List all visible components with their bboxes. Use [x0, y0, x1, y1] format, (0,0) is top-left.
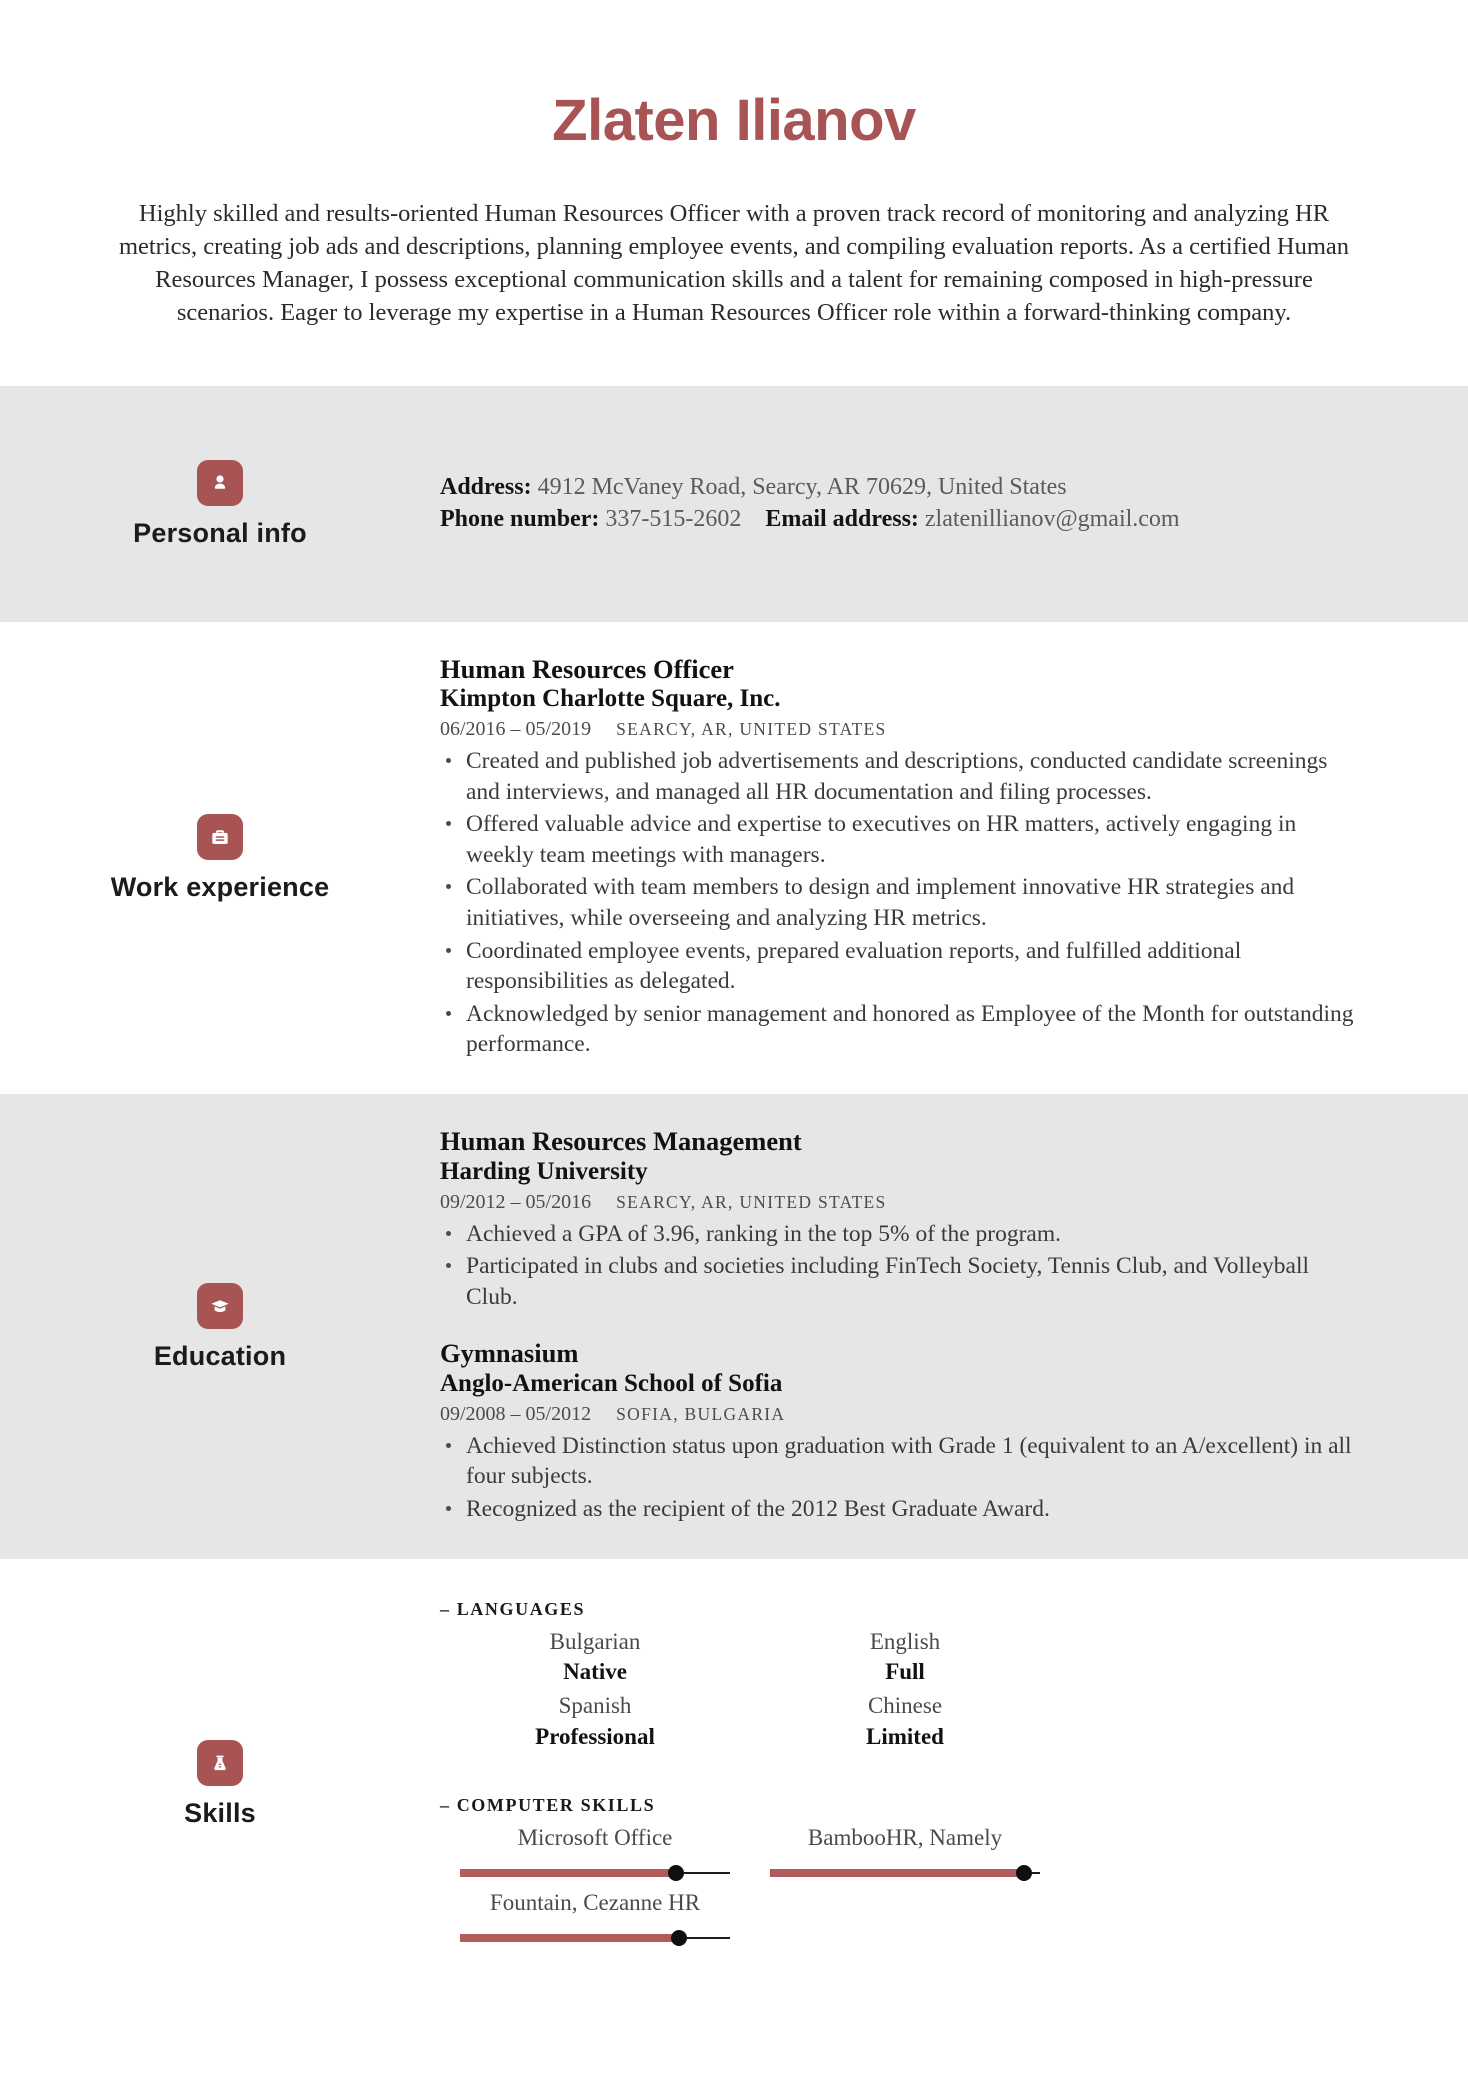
section-personal-info — [0, 386, 1468, 622]
education-location: SOFIA, BULGARIA — [616, 1403, 786, 1424]
slider-fill — [460, 1869, 676, 1877]
list-item: Created and published job advertisements and descriptions, conducted candidate screenings and interviews, and managed all HR documentation and filing processes. — [440, 746, 1358, 807]
slider-fill — [460, 1934, 679, 1942]
language-grid — [440, 1622, 1358, 1752]
computer-skill-item — [440, 1818, 750, 1883]
slider-knob[interactable] — [671, 1930, 687, 1946]
computer-skill-item — [440, 1883, 750, 1948]
language-level: Limited — [866, 1723, 944, 1749]
section-title: Education — [153, 1340, 287, 1371]
education-school: Harding University — [440, 1157, 648, 1185]
education-dates: 09/2008 – 05/2012 — [440, 1402, 592, 1425]
address-line — [440, 472, 1358, 504]
header-spacer — [0, 330, 1468, 386]
list-item: Offered valuable advice and expertise to executives on HR matters, actively engaging in weekly team meetings with managers. — [440, 809, 1358, 870]
phone-value: 337-515-2602 — [605, 505, 742, 532]
list-item: Acknowledged by senior management and honored as Employee of the Month for outstanding performance. — [440, 999, 1358, 1060]
list-item: Recognized as the recipient of the 2012 Best Graduate Award. — [440, 1494, 1358, 1525]
section-skills — [0, 1559, 1468, 2009]
graduation-cap-icon — [197, 1283, 243, 1329]
section-work-experience-label — [0, 622, 440, 1094]
work-experience-entries — [440, 622, 1468, 1094]
professional-summary: Highly skilled and results-oriented Human Resources Officer with a proven track record of monitoring and analyzing HR metrics, creating job ads and descriptions, planning employee events, and compiling evaluation reports. As a certified Human Resources Manager, I possess exceptional communication skills and a talent for remaining composed in high-pressure scenarios. Eager to leverage my expertise in a Human Resources Officer role within a forward-thinking company. — [118, 200, 1350, 326]
education-bullets — [440, 1219, 1358, 1313]
job-dates: 06/2016 – 05/2019 — [440, 718, 592, 741]
language-name: Chinese — [867, 1693, 943, 1719]
group-label: – LANGUAGES — [440, 1598, 586, 1619]
education-school: Anglo-American School of Sofia — [440, 1369, 783, 1397]
address-label: Address: — [440, 473, 532, 500]
slider-knob[interactable] — [668, 1865, 684, 1881]
person-icon — [197, 460, 243, 506]
skill-level-slider[interactable] — [454, 1928, 736, 1948]
slider-knob[interactable] — [1016, 1865, 1032, 1881]
education-meta — [440, 1402, 1358, 1427]
language-item — [750, 1622, 1060, 1687]
computer-skill-item — [750, 1818, 1060, 1883]
section-title: Work experience — [110, 872, 330, 903]
education-dates: 09/2012 – 05/2016 — [440, 1190, 592, 1213]
computer-skill-name: Fountain, Cezanne HR — [489, 1890, 701, 1916]
list-item: Collaborated with team members to design and implement innovative HR strategies and initiatives, while overseeing and analyzing HR metrics. — [440, 872, 1358, 933]
education-bullets — [440, 1431, 1358, 1525]
list-item: Coordinated employee events, prepared evaluation reports, and fulfilled additional responsibilities as delegated. — [440, 936, 1358, 997]
computer-skill-name: Microsoft Office — [517, 1825, 673, 1851]
language-item — [440, 1686, 750, 1751]
education-meta — [440, 1190, 1358, 1215]
language-level: Native — [563, 1658, 627, 1684]
section-skills-label — [0, 1559, 440, 2009]
briefcase-icon — [197, 814, 243, 860]
slider-fill — [770, 1869, 1024, 1877]
computer-skill-name: BambooHR, Namely — [807, 1825, 1003, 1851]
skill-level-slider[interactable] — [454, 1863, 736, 1883]
flask-icon — [197, 1740, 243, 1786]
phone-label: Phone number: — [440, 505, 600, 532]
contact-line — [440, 504, 1358, 536]
list-item: Participated in clubs and societies including FinTech Society, Tennis Club, and Volleyball Club. — [440, 1251, 1358, 1312]
job-company: Kimpton Charlotte Square, Inc. — [440, 685, 781, 713]
language-level: Professional — [535, 1723, 655, 1749]
job-position: Human Resources Officer — [440, 653, 734, 684]
language-level: Full — [885, 1658, 925, 1684]
section-work-experience — [0, 622, 1468, 1094]
language-name: English — [869, 1628, 941, 1654]
job-meta — [440, 717, 1358, 742]
email-label: Email address: — [765, 505, 919, 532]
section-education — [0, 1094, 1468, 1559]
job-location: SEARCY, AR, UNITED STATES — [616, 719, 887, 740]
personal-info-details — [440, 424, 1468, 584]
section-education-label — [0, 1094, 440, 1559]
education-entry — [440, 1126, 1358, 1312]
group-label: – COMPUTER SKILLS — [440, 1795, 656, 1816]
section-title: Personal info — [133, 518, 307, 549]
skills-groups — [440, 1559, 1468, 2009]
candidate-name: Zlaten Ilianov — [552, 88, 916, 153]
address-value: 4912 McVaney Road, Searcy, AR 70629, United States — [537, 473, 1067, 500]
education-entries — [440, 1094, 1468, 1559]
education-program: Human Resources Management — [440, 1125, 802, 1156]
job-bullets — [440, 746, 1358, 1059]
list-item: Achieved Distinction status upon graduation with Grade 1 (equivalent to an A/excellent) in all four subjects. — [440, 1431, 1358, 1492]
education-program: Gymnasium — [440, 1338, 579, 1369]
language-item — [440, 1622, 750, 1687]
section-personal-info-label — [0, 424, 440, 584]
education-entry — [440, 1338, 1358, 1524]
education-location: SEARCY, AR, UNITED STATES — [616, 1191, 887, 1212]
language-name: Spanish — [558, 1693, 632, 1719]
computer-skill-grid — [440, 1818, 1358, 1948]
section-title: Skills — [184, 1798, 256, 1828]
language-item — [750, 1686, 1060, 1751]
skills-group-languages — [440, 1599, 1358, 1752]
email-value: zlatenillianov@gmail.com — [924, 505, 1180, 532]
resume-header — [0, 0, 1468, 330]
skill-level-slider[interactable] — [764, 1863, 1046, 1883]
language-name: Bulgarian — [549, 1628, 641, 1654]
list-item: Achieved a GPA of 3.96, ranking in the top 5% of the program. — [440, 1219, 1358, 1250]
work-entry — [440, 654, 1358, 1060]
skills-group-computer — [440, 1795, 1358, 1948]
